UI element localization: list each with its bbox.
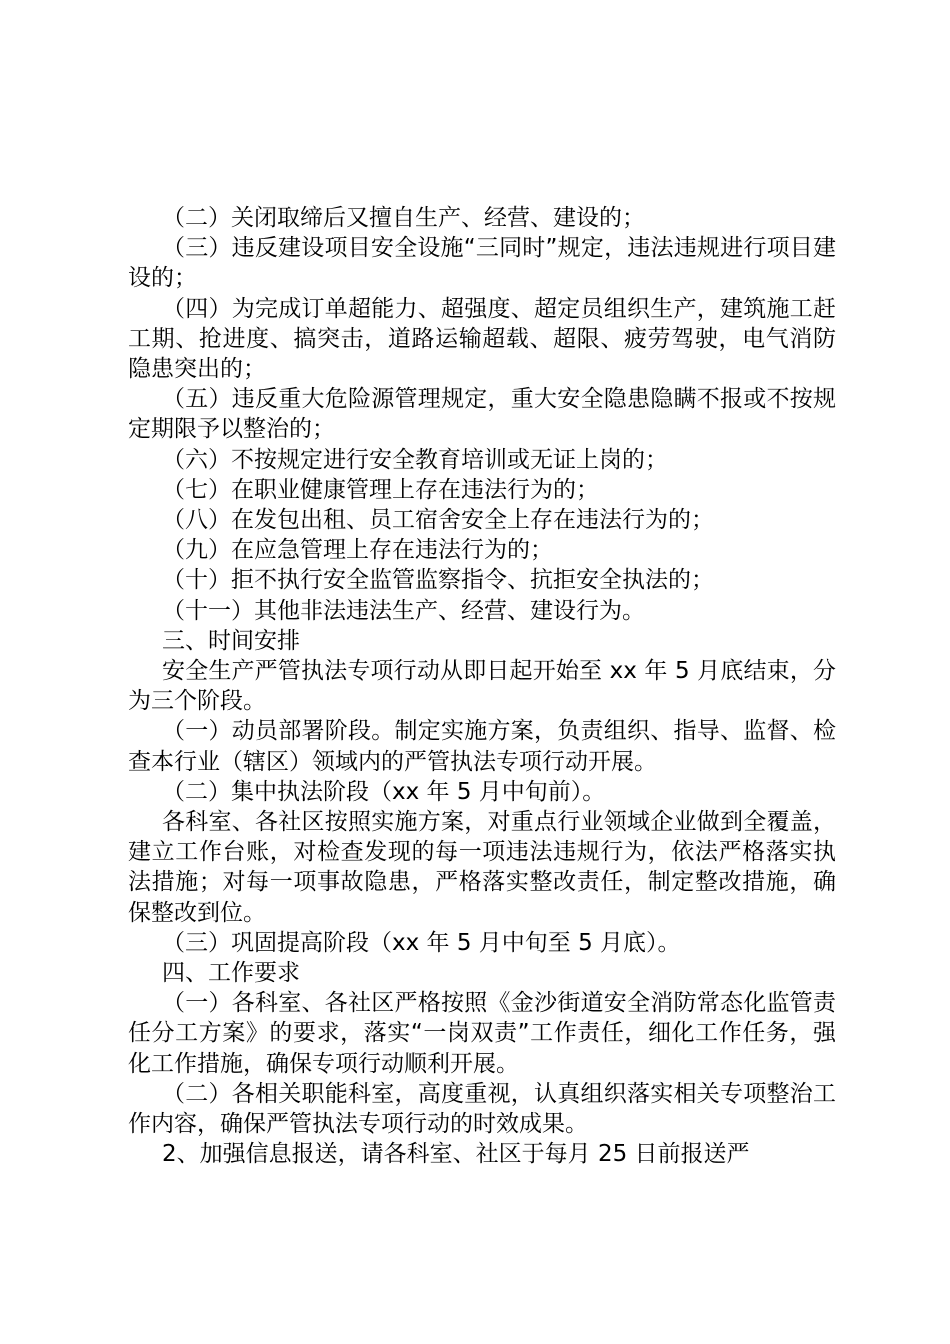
paragraph-item-10: （十）拒不执行安全监管监察指令、抗拒安全执法的；	[162, 567, 714, 594]
schedule-intro-paragraph: 安全生产严管执法专项行动从即日起开始至 xx 年 5 月底结束，分为三个阶段。	[128, 658, 836, 715]
paragraph-item-3: （三）违反建设项目安全设施“三同时”规定，违法违规进行项目建设的；	[128, 235, 836, 292]
paragraph-item-8: （八）在发包出租、员工宿舍安全上存在违法行为的；	[162, 507, 714, 534]
section-heading-work-requirements: 四、工作要求	[162, 960, 300, 987]
section-heading-time-schedule: 三、时间安排	[162, 627, 300, 654]
phase-three-paragraph: （三）巩固提高阶段（xx 年 5 月中旬至 5 月底）。	[162, 929, 681, 956]
paragraph-item-7: （七）在职业健康管理上存在违法行为的；	[162, 476, 599, 503]
document-body	[128, 203, 836, 1170]
paragraph-item-6: （六）不按规定进行安全教育培训或无证上岗的；	[162, 446, 668, 473]
paragraph-item-11: （十一）其他非法违法生产、经营、建设行为。	[162, 597, 645, 624]
paragraph-item-5: （五）违反重大危险源管理规定，重大安全隐患隐瞒不报或不按规定期限予以整治的；	[128, 386, 836, 443]
phase-one-paragraph: （一）动员部署阶段。制定实施方案，负责组织、指导、监督、检查本行业（辖区）领域内的严管执法专项行动开展。	[128, 718, 836, 775]
requirement-one-paragraph: （一）各科室、各社区严格按照《金沙街道安全消防常态化监管责任分工方案》的要求，落实“一岗双责”工作责任，细化工作任务，强化工作措施，确保专项行动顺利开展。	[128, 990, 836, 1077]
phase-two-detail-paragraph: 各科室、各社区按照实施方案，对重点行业领域企业做到全覆盖，建立工作台账，对检查发现的每一项违法违规行为，依法严格落实执法措施；对每一项事故隐患，严格落实整改责任，制定整改措施，确保整改到位。	[128, 809, 836, 926]
paragraph-item-2: （二）关闭取缔后又擅自生产、经营、建设的；	[162, 205, 645, 231]
requirement-two-paragraph: （二）各相关职能科室，高度重视，认真组织落实相关专项整治工作内容，确保严管执法专项行动的时效成果。	[128, 1080, 836, 1138]
paragraph-item-4: （四）为完成订单超能力、超强度、超定员组织生产，建筑施工赶工期、抢进度、搞突击，道路运输超载、超限、疲劳驾驶，电气消防隐患突出的；	[128, 295, 836, 383]
information-report-paragraph: 2、加强信息报送，请各科室、社区于每月 25 日前报送严	[162, 1141, 750, 1168]
phase-two-paragraph: （二）集中执法阶段（xx 年 5 月中旬前）。	[162, 778, 606, 805]
paragraph-item-9: （九）在应急管理上存在违法行为的；	[162, 537, 553, 564]
